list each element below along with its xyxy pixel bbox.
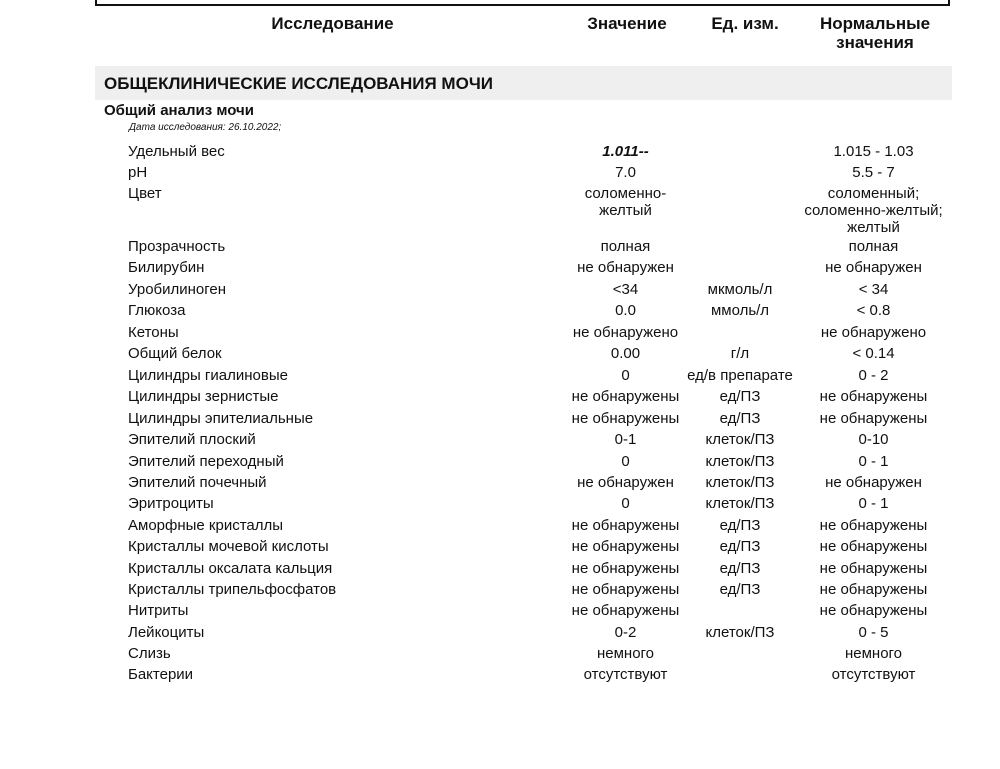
row-name: Эпителий плоский <box>128 431 256 448</box>
row-unit: ед/ПЗ <box>719 581 761 598</box>
row-unit: ммоль/л <box>710 302 770 319</box>
row-unit: ед/ПЗ <box>719 410 761 427</box>
row-name: Удельный вес <box>128 143 225 160</box>
column-header-norm: Нормальные значения <box>819 14 931 52</box>
row-norm: не обнаружено <box>820 324 927 341</box>
row-value: не обнаружены <box>571 517 680 534</box>
row-norm: не обнаружен <box>825 259 922 276</box>
row-name: Прозрачность <box>128 238 226 255</box>
row-value: не обнаружен <box>577 259 674 276</box>
row-norm: соломенный; соломенно-желтый; желтый <box>804 185 943 236</box>
row-name: Общий белок <box>128 345 222 362</box>
section-title: ОБЩЕКЛИНИЧЕСКИЕ ИССЛЕДОВАНИЯ МОЧИ <box>104 74 493 93</box>
row-norm: немного <box>844 645 903 662</box>
row-value: немного <box>596 645 655 662</box>
row-norm: отсутствуют <box>831 666 916 683</box>
row-name: Лейкоциты <box>128 624 205 641</box>
row-value: не обнаружены <box>571 560 680 577</box>
row-norm: < 34 <box>858 281 889 298</box>
row-name: Нитриты <box>128 602 189 619</box>
row-name: Эпителий переходный <box>128 453 284 470</box>
row-norm: 0 - 1 <box>858 453 889 470</box>
row-value: 0.0 <box>615 302 636 319</box>
column-header-unit: Ед. изм. <box>711 14 779 33</box>
row-name: Уробилиноген <box>128 281 227 298</box>
row-value: не обнаружены <box>571 581 680 598</box>
row-value: не обнаружен <box>577 474 674 491</box>
row-value: 1.011-- <box>602 143 649 160</box>
row-value: 0 <box>621 367 630 384</box>
row-value: 0 <box>621 495 630 512</box>
row-unit: ед/ПЗ <box>719 517 761 534</box>
row-name: Слизь <box>128 645 171 662</box>
row-norm: 1.015 - 1.03 <box>833 143 914 160</box>
row-value: не обнаружены <box>571 602 680 619</box>
row-name: Цвет <box>128 185 162 202</box>
row-norm: не обнаружены <box>819 560 928 577</box>
row-name: Кристаллы трипельфосфатов <box>128 581 337 598</box>
section-band <box>95 66 952 100</box>
row-norm: не обнаружены <box>819 410 928 427</box>
row-unit: ед/в препарате <box>687 367 793 384</box>
row-name: pH <box>128 164 148 181</box>
row-norm: не обнаружены <box>819 517 928 534</box>
row-norm: не обнаружен <box>825 474 922 491</box>
row-name: Бактерии <box>128 666 194 683</box>
row-name: Кетоны <box>128 324 179 341</box>
row-name: Кристаллы оксалата кальция <box>128 560 333 577</box>
row-norm: 0 - 1 <box>858 495 889 512</box>
row-unit: ед/ПЗ <box>719 538 761 555</box>
row-norm: полная <box>848 238 899 255</box>
row-norm: не обнаружены <box>819 581 928 598</box>
row-value: полная <box>600 238 651 255</box>
row-unit: мкмоль/л <box>707 281 773 298</box>
row-name: Билирубин <box>128 259 205 276</box>
row-value: 7.0 <box>615 164 636 181</box>
row-value: 0-2 <box>614 624 637 641</box>
row-value: отсутствуют <box>583 666 668 683</box>
subsection-title: Общий анализ мочи <box>104 102 254 119</box>
row-unit: клеток/ПЗ <box>705 431 775 448</box>
study-date: Дата исследования: 26.10.2022; <box>129 122 282 133</box>
row-norm: 0 - 5 <box>858 624 889 641</box>
row-name: Цилиндры зернистые <box>128 388 279 405</box>
row-name: Аморфные кристаллы <box>128 517 284 534</box>
row-norm: 0-10 <box>858 431 889 448</box>
column-header-study: Исследование <box>271 14 394 33</box>
top-frame <box>95 0 950 6</box>
row-unit: ед/ПЗ <box>719 560 761 577</box>
row-value: не обнаружено <box>572 324 679 341</box>
row-name: Глюкоза <box>128 302 186 319</box>
row-unit: клеток/ПЗ <box>705 474 775 491</box>
row-value: 0.00 <box>610 345 641 362</box>
row-name: Кристаллы мочевой кислоты <box>128 538 329 555</box>
row-name: Эпителий почечный <box>128 474 267 491</box>
row-norm: < 0.8 <box>856 302 891 319</box>
column-header-value: Значение <box>587 14 667 33</box>
row-value: соломенно-желтый <box>584 185 667 219</box>
row-name: Эритроциты <box>128 495 214 512</box>
row-norm: не обнаружены <box>819 388 928 405</box>
row-value: 0 <box>621 453 630 470</box>
top-label <box>105 0 142 1</box>
row-unit: ед/ПЗ <box>719 388 761 405</box>
row-norm: 5.5 - 7 <box>852 164 895 181</box>
row-norm: < 0.14 <box>852 345 895 362</box>
row-name: Цилиндры гиалиновые <box>128 367 288 384</box>
row-unit: клеток/ПЗ <box>705 624 775 641</box>
row-value: не обнаружены <box>571 388 680 405</box>
row-norm: не обнаружены <box>819 602 928 619</box>
row-norm: 0 - 2 <box>858 367 889 384</box>
row-name: Цилиндры эпителиальные <box>128 410 314 427</box>
row-unit: клеток/ПЗ <box>705 495 775 512</box>
row-value: не обнаружены <box>571 538 680 555</box>
row-unit: г/л <box>730 345 750 362</box>
row-value: <34 <box>612 281 639 298</box>
row-value: 0-1 <box>614 431 637 448</box>
row-unit: клеток/ПЗ <box>705 453 775 470</box>
row-value: не обнаружены <box>571 410 680 427</box>
row-norm: не обнаружены <box>819 538 928 555</box>
